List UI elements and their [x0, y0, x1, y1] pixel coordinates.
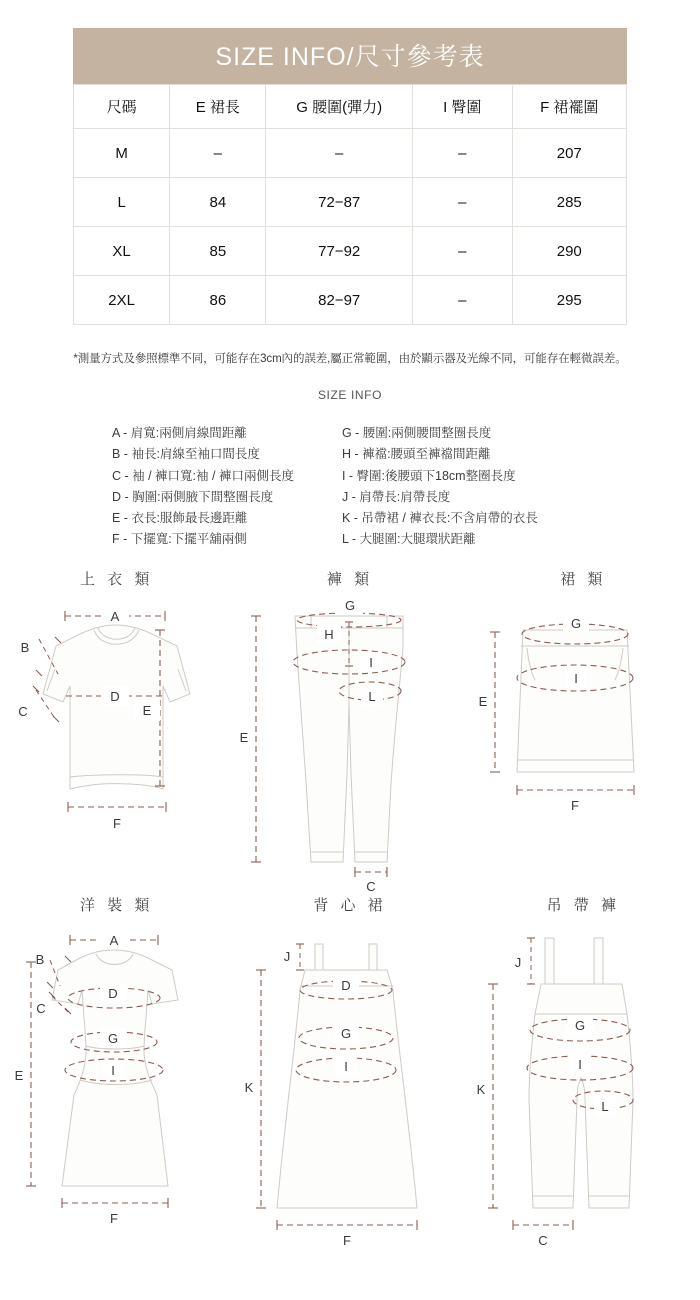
cell-size: 2XL: [74, 276, 170, 325]
mark-j: J: [514, 955, 522, 970]
legend-item-e: E - 衣長:服飾最長邊距離: [112, 511, 248, 525]
diagram-pants-heading: 褲 類: [326, 571, 374, 588]
mark-d: D: [110, 689, 120, 704]
mark-c: C: [538, 1233, 548, 1248]
diagram-skirt-svg: [467, 594, 700, 894]
cell-waist: –: [266, 129, 413, 178]
mark-j: J: [284, 949, 291, 964]
mark-g: G: [570, 616, 581, 631]
diagram-dress-heading: 洋 裝 類: [79, 897, 154, 914]
cell-size: XL: [74, 227, 170, 276]
diagram-overalls-svg: [467, 920, 700, 1255]
legend-item-k: K - 吊帶裙 / 褲衣長:不含肩帶的衣長: [341, 511, 538, 525]
mark-f: F: [110, 1211, 119, 1226]
mark-a: A: [110, 609, 120, 624]
table-row: [74, 178, 627, 227]
cell-hem: 290: [512, 227, 627, 276]
legend-item-l: L - 大腿圍:大腿環狀距離: [341, 532, 476, 547]
mark-h: H: [324, 627, 335, 642]
legend-title: SIZE INFO: [317, 388, 383, 402]
cell-size: L: [74, 178, 170, 227]
cell-skirt-length: 86: [170, 276, 266, 325]
cell-hip: –: [412, 129, 512, 178]
mark-e: E: [478, 694, 488, 709]
column-header-skirt-length: E 裙長: [170, 85, 266, 129]
mark-i: I: [578, 1057, 582, 1072]
mark-b: B: [20, 640, 30, 655]
legend-item-f: F - 下擺寬:下擺平舖兩側: [112, 532, 247, 547]
cell-size: M: [74, 129, 170, 178]
mark-f: F: [113, 816, 122, 831]
size-table-title: SIZE INFO/尺寸參考表: [73, 28, 627, 84]
mark-i: I: [574, 671, 578, 686]
diagram-pinafore-svg: [233, 920, 466, 1255]
mark-b: B: [35, 952, 45, 967]
diagram-top: [0, 568, 233, 894]
legend-item-i: I - 臀圍:後腰頭下18cm整圈長度: [341, 468, 516, 483]
legend-item-j: J - 肩帶長:肩帶長度: [341, 489, 451, 504]
mark-i: I: [369, 655, 374, 670]
measurement-legend: [112, 425, 612, 549]
column-header-waist: G 腰圍(彈力): [266, 85, 413, 129]
size-table-block: [73, 28, 627, 325]
table-row: [74, 227, 627, 276]
legend-item-g: G - 腰圍:兩側腰間整圈長度: [341, 426, 492, 440]
legend-item-a: A - 肩寬:兩側肩線間距離: [112, 426, 247, 440]
mark-g: G: [341, 1026, 352, 1041]
cell-skirt-length: 85: [170, 227, 266, 276]
mark-f: F: [570, 798, 579, 813]
mark-e: E: [14, 1068, 24, 1083]
cell-waist: 77−92: [266, 227, 413, 276]
cell-skirt-length: 84: [170, 178, 266, 227]
legend-item-c: C - 袖 / 褲口寬:袖 / 褲口兩側長度: [112, 468, 294, 483]
legend-column-right: [342, 425, 538, 549]
cell-hip: –: [412, 178, 512, 227]
mark-c: C: [18, 704, 28, 719]
mark-l: L: [601, 1099, 609, 1114]
legend-column-left: [112, 425, 294, 549]
table-row: [74, 129, 627, 178]
mark-g: G: [108, 1031, 119, 1046]
diagram-pinafore-heading: 背 心 裙: [313, 897, 387, 914]
column-header-hem: F 裙襬圍: [512, 85, 627, 129]
cell-hem: 207: [512, 129, 627, 178]
mark-c: C: [366, 879, 377, 894]
diagram-overalls: [467, 894, 700, 1255]
diagram-pants-svg: [233, 594, 466, 894]
diagram-top-heading: 上 衣 類: [79, 571, 154, 588]
mark-k: K: [476, 1082, 486, 1097]
mark-i: I: [111, 1063, 115, 1078]
mark-g: G: [345, 598, 356, 613]
cell-hip: –: [412, 276, 512, 325]
measurement-disclaimer-note: *測量方式及參照標準不同，可能存在3cm內的誤差,屬正常範圍，由於顯示器及光線不同，可能存在輕微誤差。: [73, 353, 627, 365]
table-row: [74, 276, 627, 325]
column-header-size: 尺碼: [74, 85, 170, 129]
diagram-skirt-heading: 裙 類: [560, 571, 607, 588]
diagram-row-1: [0, 568, 700, 894]
mark-e: E: [240, 730, 249, 745]
cell-skirt-length: –: [170, 129, 266, 178]
cell-hip: –: [412, 227, 512, 276]
garment-diagram-grid: [0, 568, 700, 1255]
diagram-dress-svg: [0, 920, 233, 1255]
cell-hem: 285: [512, 178, 627, 227]
mark-d: D: [108, 986, 118, 1001]
legend-item-h: H - 褲襠:腰頭至褲襠間距離: [341, 447, 491, 462]
cell-waist: 82−97: [266, 276, 413, 325]
size-table: [73, 84, 627, 325]
mark-d: D: [341, 978, 352, 993]
diagram-dress: [0, 894, 233, 1255]
mark-f: F: [343, 1233, 352, 1248]
mark-a: A: [109, 933, 119, 948]
diagram-pants: [233, 568, 466, 894]
diagram-overalls-heading: 吊 帶 褲: [546, 897, 620, 914]
diagram-skirt: [467, 568, 700, 894]
legend-item-b: B - 袖長:肩線至袖口間長度: [112, 447, 260, 462]
cell-hem: 295: [512, 276, 627, 325]
diagram-pinafore: [233, 894, 466, 1255]
mark-g: G: [574, 1018, 585, 1033]
mark-k: K: [245, 1080, 254, 1095]
mark-i: I: [344, 1059, 349, 1074]
mark-l: L: [368, 689, 377, 704]
column-header-hip: I 臀圍: [412, 85, 512, 129]
diagram-top-svg: [0, 594, 233, 894]
mark-c: C: [36, 1001, 46, 1016]
cell-waist: 72−87: [266, 178, 413, 227]
legend-item-d: D - 胸圍:兩側腋下間整圈長度: [112, 489, 274, 504]
mark-e: E: [142, 703, 152, 718]
table-header-row: [74, 85, 627, 129]
diagram-row-2: [0, 894, 700, 1255]
